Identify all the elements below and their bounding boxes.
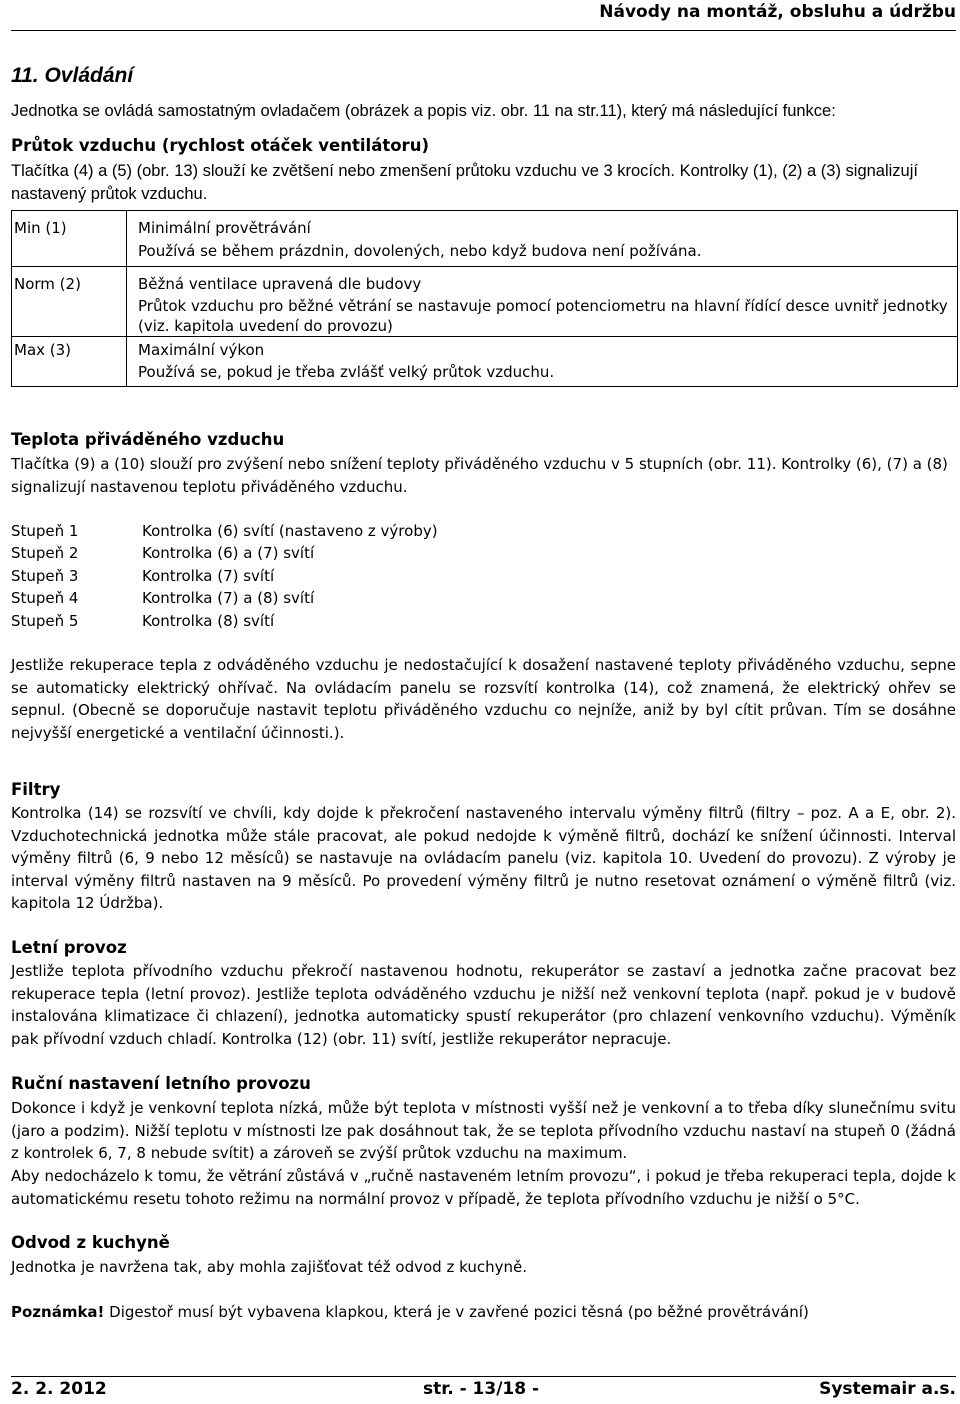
mode-desc: Používá se během prázdnin, dovolených, nebo když budova není požívána. [138, 241, 702, 260]
filters-heading: Filtry [11, 780, 61, 799]
list-item [11, 520, 438, 542]
airflow-modes-table [11, 210, 958, 387]
footer-date: 2. 2. 2012 [11, 1379, 107, 1399]
stage-key: Stupeň 1 [11, 522, 79, 540]
stage-value: Kontrolka (6) svítí (nastaveno z výroby) [142, 522, 438, 540]
remark [11, 1301, 956, 1324]
summer-heading: Letní provoz [11, 938, 127, 957]
intro-text: Jednotka se ovládá samostatným ovladačem (obrázek a popis viz. obr. 11 na str.11), který má následující funkce: [11, 102, 836, 120]
summer-text: Jestliže teplota přívodního vzduchu překročí nastavenou hodnotu, rekuperátor se zastaví a jednotka začne pracovat bez rekuperace tepla (letní provoz). Jestliže teplota odváděného vzduchu je nižší než venkovní teplota (např. pokud je v budově instalována klimatizace či chlazení), jednotka automaticky spustí rekuperátor (pro chlazení venkovního vzduchu). Výměník pak přívodní vzduch chladí. Kontrolka (12) (obr. 11) svítí, jestliže rekuperátor nepracuje. [11, 962, 956, 1048]
airflow-heading: Průtok vzduchu (rychlost otáček ventilátoru) [11, 136, 429, 155]
mode-description [127, 267, 958, 337]
supply-temp-heading: Teplota přiváděného vzduchu [11, 430, 285, 449]
stage-key: Stupeň 2 [11, 544, 79, 563]
stage-key: Stupeň 4 [11, 589, 79, 608]
section-title: 11. Ovládání [11, 64, 134, 87]
remark-label: Poznámka! [11, 1303, 105, 1321]
list-item [11, 587, 438, 609]
header-divider [11, 30, 956, 31]
stage-value: Kontrolka (6) a (7) svítí [142, 544, 315, 563]
mode-title: Běžná ventilace upravená dle budovy [138, 275, 422, 293]
list-item [11, 610, 438, 632]
stage-key: Stupeň 3 [11, 566, 79, 585]
mode-key: Max (3) [12, 336, 127, 386]
list-item [11, 565, 438, 587]
supply-temp-note: Jestliže rekuperace tepla z odváděného vzduchu je nedostačující k dosažení nastavené teploty přiváděného vzduchu, sepne se automaticky elektrický ohřívač. Na ovládacím panelu se rozsvítí kontrolka (14), což znamená, že elektrický ohřev se sepnul. (Obecně se doporučuje nastavit teplotu přiváděného vzduchu co nejníže, aniž by byl cítit průvan. Tím se dosáhne nejvyšší energetické a ventilační účinnosti.). [11, 656, 956, 742]
table-row [12, 267, 958, 337]
mode-title: Minimální provětrávání [138, 219, 311, 237]
mode-key: Min (1) [12, 211, 127, 267]
mode-title: Maximální výkon [138, 340, 265, 359]
manual-summer-text-2: Aby nedocházelo k tomu, že větrání zůstává v „ručně nastaveném letním provozu“, i pokud je třeba rekuperaci tepla, dojde k automatickému resetu tohoto režimu na normální provoz v případě, že teplota přívodního vzduchu je nižší o 5°C. [11, 1167, 956, 1208]
stage-value: Kontrolka (7) a (8) svítí [142, 589, 315, 608]
mode-key: Norm (2) [12, 267, 127, 337]
temperature-stages [11, 520, 438, 632]
list-item [11, 542, 438, 564]
stage-value: Kontrolka (8) svítí [142, 611, 275, 630]
filters-text: Kontrolka (14) se rozsvítí ve chvíli, kdy dojde k překročení nastaveného intervalu výměny filtrů (filtry – poz. A a E, obr. 2). Vzduchotechnická jednotka může stále pracovat, ale pokud nedojde k výměně filtrů, dochází ke snížení účinnosti. Interval výměny filtrů (6, 9 nebo 12 měsíců) se nastavuje na ovládacím panelu (viz. kapitola 10. Uvedení do provozu). Z výroby je interval výměny filtrů nastaven na 9 měsíců. Po provedení výměny filtrů je nutno resetovat oznámení o výměně filtrů (viz. kapitola 12 Údržba). [11, 804, 956, 912]
remark-text: Digestoř musí být vybavena klapkou, která je v zavřené pozici těsná (po běžné provětrávání) [104, 1303, 809, 1321]
table-row [12, 336, 958, 386]
airflow-text: Tlačítka (4) a (5) (obr. 13) slouží ke zvětšení nebo zmenšení průtoku vzduchu ve 3 krocích. Kontrolky (1), (2) a (3) signalizují nastavený průtok vzduchu. [11, 162, 918, 203]
stage-value: Kontrolka (7) svítí [142, 566, 275, 585]
mode-description [127, 211, 958, 267]
manual-summer-text-1: Dokonce i když je venkovní teplota nízká, může být teplota v místnosti vyšší než je venkovní a to třeba díky slunečnímu svitu (jaro a podzim). Nižší teplotu v místnosti lze pak dosáhnout tak, že se teplota přívodního vzduchu nastaví na stupeň 0 (žádná z kontrolek 6, 7, 8 nebude svítit) a zároveň se zvýší průtok vzduchu na maximum. [11, 1099, 956, 1162]
mode-description [127, 336, 958, 386]
mode-desc: Používá se, pokud je třeba zvlášť velký průtok vzduchu. [138, 363, 555, 381]
mode-desc: Průtok vzduchu pro běžné větrání se nastavuje pomocí potenciometru na hlavní řídící desce uvnitř jednotky (viz. kapitola uvedení do provozu) [138, 296, 948, 335]
kitchen-heading: Odvod z kuchyně [11, 1233, 170, 1252]
manual-summer-heading: Ruční nastavení letního provozu [11, 1074, 311, 1093]
footer-company: Systemair a.s. [819, 1379, 956, 1399]
footer-page-number: str. - 13/18 - [423, 1379, 540, 1399]
supply-temp-text: Tlačítka (9) a (10) slouží pro zvýšení nebo snížení teploty přiváděného vzduchu v 5 stupních (obr. 11). Kontrolky (6), (7) a (8) signalizují nastavenou teplotu přiváděného vzduchu. [11, 455, 948, 496]
footer-divider [11, 1376, 956, 1377]
document-header: Návody na montáž, obsluhu a údržbu [599, 2, 956, 22]
stage-key: Stupeň 5 [11, 611, 79, 630]
kitchen-text: Jednotka je navržena tak, aby mohla zajišťovat též odvod z kuchyně. [11, 1258, 527, 1276]
table-row [12, 211, 958, 267]
